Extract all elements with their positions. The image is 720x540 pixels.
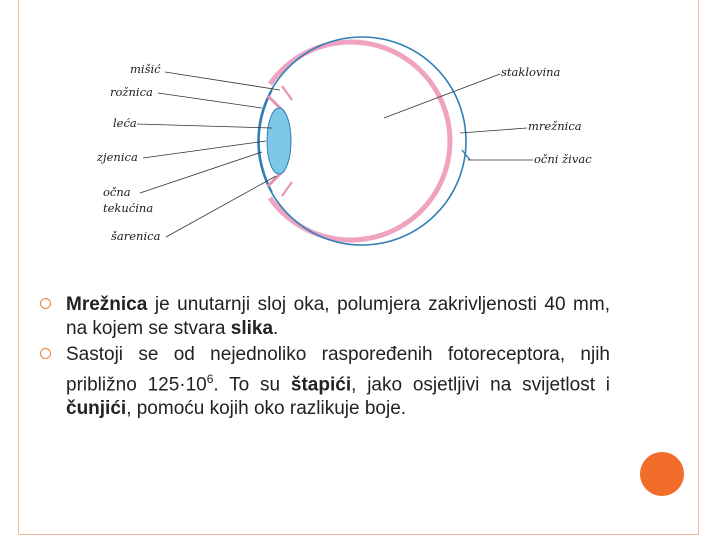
label-leca: leća [113,116,137,130]
leader-staklovina [384,74,500,118]
label-tekucina: tekućina [103,201,154,215]
label-staklovina: staklovina [501,65,561,79]
lens [267,108,291,174]
label-ocni-zivac: očni živac [534,152,592,166]
label-mreznica: mrežnica [528,119,582,133]
label-sarenica: šarenica [111,229,161,243]
leader-misic [165,72,280,90]
label-zjenica: zjenica [97,150,138,164]
bullet-item [40,293,610,341]
circle-bullet-icon [40,298,51,309]
decorative-orange-dot [640,452,684,496]
circle-bullet-icon [40,348,51,359]
leader-zjenica [143,141,266,158]
bullet-text: Mrežnica je unutarnji sloj oka, polumjera zakrivljenosti 40 mm, na kojem se stvara slika. [66,294,610,339]
leader-ocna [140,152,262,193]
leader-mreznica [460,128,527,133]
ciliary-muscle-bottom [282,182,292,196]
bullet-item [40,343,610,421]
bullet-list [40,293,610,421]
leader-sarenica [166,176,276,237]
leader-roznica [158,93,262,108]
bullet-text: Sastoji se od nejednoliko raspoređenih fotoreceptora, njih približno $125\cdot 10^6$. To su štapići, jako osjetljivi na svijetlost i čunjići, pomoću kojih oko razlikuje boje. [66,344,610,420]
label-misic: mišić [130,62,161,76]
label-roznica: rožnica [110,85,153,99]
leader-leca [137,124,272,128]
retina-layer [270,42,450,240]
ciliary-muscle-top [282,86,292,100]
label-ocna: očna [103,185,131,199]
